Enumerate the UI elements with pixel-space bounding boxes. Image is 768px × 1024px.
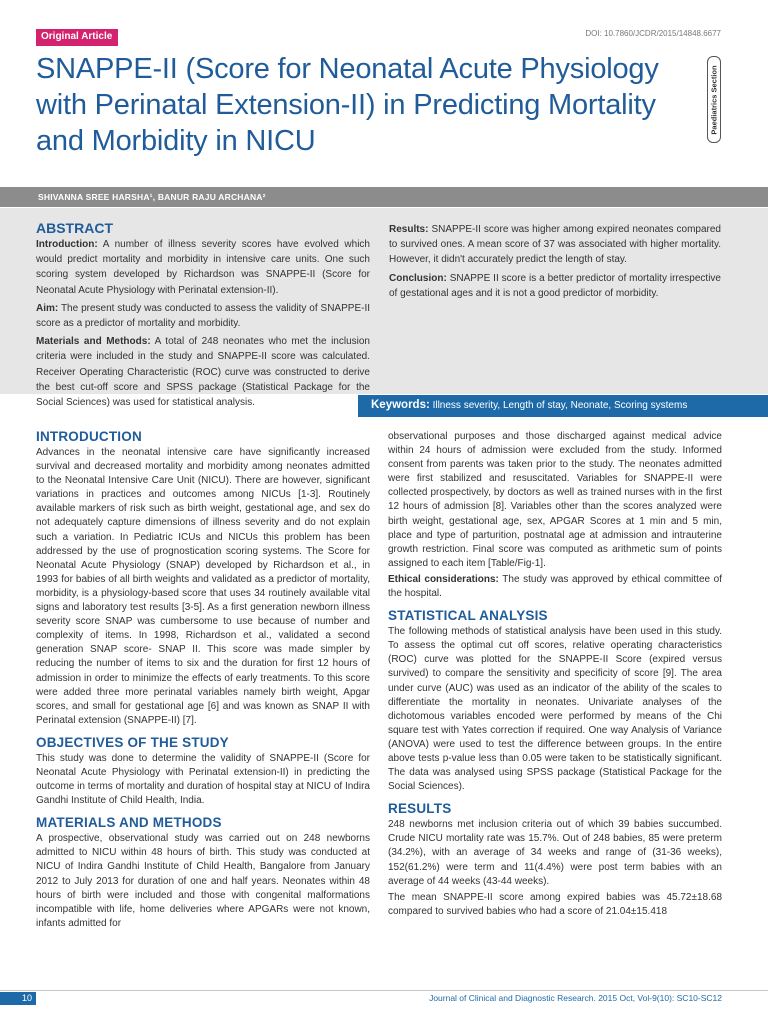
page-number: 10 <box>0 992 36 1005</box>
article-type-badge: Original Article <box>36 29 118 46</box>
abstract-right-column <box>389 222 721 304</box>
abstract-introduction-text: A number of illness severity scores have evolved which would predict mortality and morbidity in intensive care units. One such scoring system developed by Richardson was SNAPPE-II (Score for Neonatal Acute Physiology with Perinatal extension-II). <box>36 239 370 296</box>
abstract-aim-text: The present study was conducted to assess the validity of SNAPPE-II score as a predictor of mortality and morbidity. <box>36 302 370 330</box>
abstract-results-text: SNAPPE-II score was higher among expired neonates compared to survived ones. A mean score of 37 was associated with higher mortality. However, it didn't accurately predict the length of stay. <box>389 224 721 266</box>
abstract-left-column <box>36 220 370 413</box>
ethics-text: The study was approved by ethical committee of the hospital. <box>388 573 723 600</box>
abstract-conclusion-label: Conclusion: <box>389 272 447 284</box>
ethics-paragraph <box>388 573 722 601</box>
abstract-methods <box>36 334 370 410</box>
keywords-bar <box>358 395 768 417</box>
footer-divider <box>0 990 768 991</box>
section-tab <box>707 56 721 143</box>
abstract-heading: ABSTRACT <box>36 220 113 236</box>
introduction-text: Advances in the neonatal intensive care have significantly increased survival and decreased mortality and morbidity among neonates admitted to the Neonatal Intensive Care Unit (NICU). There are however, significant variations in practices and outcomes among NICUs [1-3]. Routinely available markers of risk such as birth weight, gestational age, and sex do not adequately capture dimensions of illness severity and do not explain such a variation. In Pediatric ICUs and NICUs this problem has been addressed by the use of prognostication scoring systems. The Score for Neonatal Acute Physiology (SNAP) developed by Richardson et al., in 1993 for babies of all birth weights and validated as a predictor of mortality, morbidity, is a physiology-based score that uses 34 routinely available vital signs and laboratory test results [3-5]. As a first generation newborn illness severity score SNAP was cumbersome to use because of number and complexity of items. In 1998, Richardson et al., validated a second generation SNAP score- SNAP II. This score was made simpler by reducing the number of items to six and the duration for first 12 hours of admission in order to minimize the effects of early treatments. To this score were added three more perinatal variables namely birth weight, Apgar scores, and small for gestational age [6] and was known as SNAP II with Perinatal extension (SNAPPE-II) [7]. <box>36 447 370 726</box>
authors-bar <box>0 187 768 207</box>
article-title: SNAPPE-II (Score for Neonatal Acute Physiology with Perinatal Extension-II) in Predicting Mortality and Morbidity in NICU <box>36 53 659 157</box>
objectives-heading: OBJECTIVES OF THE STUDY <box>36 734 229 750</box>
results-text-2: The mean SNAPPE-II score among expired babies was 45.72±18.68 compared to survived babies who had a score of 21.04±15.418 <box>388 891 722 917</box>
doi-text[interactable]: DOI: 10.7860/JCDR/2015/14848.6677 <box>585 29 721 38</box>
introduction-heading: INTRODUCTION <box>36 429 142 444</box>
abstract-introduction <box>36 237 370 298</box>
section-tab-label: Paediatrics Section <box>709 64 719 135</box>
keywords-text: Illness severity, Length of stay, Neonate, Scoring systems <box>429 400 688 411</box>
statistics-heading: STATISTICAL ANALYSIS <box>388 608 548 624</box>
materials-continued-text: observational purposes and those discharged against medical advice within 24 hours of admission were excluded from the study. Informed consent from parents was taken prior to the study. The neonates admitted were first stabilized and resuscitated. Variables for SNAPPE-II were collected prospectively, by doctors as well as trained nurses with in the first 12 hours of admission [8]. Variables other than the scores analyzed were birth weight, gestational age, sex, APGAR Scores at 1 min and 5 min, place and type of parturition, postnatal age at admission and intrauterine growth restriction. Final score was computed as arithmetic sum of points assigned to each item [Table/Fig-1]. <box>388 431 722 569</box>
abstract-aim <box>36 301 370 331</box>
abstract-conclusion-text: SNAPPE II score is a better predictor of mortality irrespective of gestational ages and it is not a good predictor of morbidity. <box>389 272 721 299</box>
statistics-text: The following methods of statistical analysis have been used in this study. To assess the optimal cut off scores, relative operating characteristics (ROC) curve was plotted for the SNAPPE-II Score (expired versus survived) to compare the sensitivity and specificity of score [9]. The area under curve (AUC) was used as an indicator of the ability of the scales to differentiate the mortality in neonates. Univariate analyses of the dichotomous variables encoded were performed by means of the Chi square test with Yates correction if required. One way Analysis of Variance (ANOVA) were used to test the difference between groups. In the entire above tests p-value less than 0.05 were taken to be statistically significant. The data was analysed using SPSS package (Statistical Package for the Social Sciences). <box>388 626 722 793</box>
materials-heading: MATERIALS AND METHODS <box>36 815 222 831</box>
abstract-methods-text: A total of 248 neonates who met the inclusion criteria were included in the study and SNAPPE-II score was calculated. Receiver Operating Characteristic (ROC) curve was constructed to derive the best cut-off score and SPSS package (Statistical Package for the Social Sciences) was used for statistical analysis. <box>36 336 370 409</box>
ethics-label: Ethical considerations: <box>388 573 499 585</box>
keywords-label: Keywords: <box>371 399 430 411</box>
objectives-text: This study was done to determine the validity of SNAPPE-II (Score for Neonatal Acute Physiology with Perinatal extension-II) in predicting the outcome in terms of mortality and duration of hospital stay at NICU of Indira Gandhi Institute of Child Health, India. <box>36 752 370 807</box>
body-left-column <box>36 428 370 931</box>
abstract-aim-label: Aim: <box>36 302 59 314</box>
abstract-methods-label: Materials and Methods: <box>36 336 151 348</box>
body-right-column <box>388 430 722 919</box>
abstract-introduction-label: Introduction: <box>36 239 98 250</box>
abstract-results-label: Results: <box>389 224 429 235</box>
abstract-conclusion <box>389 271 721 301</box>
keywords <box>371 399 687 411</box>
authors: SHIVANNA SREE HARSHA¹, BANUR RAJU ARCHANA² <box>38 192 266 202</box>
materials-text: A prospective, observational study was carried out on 248 newborns admitted to NICU within 48 hours of birth. This study was conducted at NICU of Indira Gandhi Institute of Child Health, Bangalore from January 2012 to July 2013 for duration of one and half years. Neonates within 48 hours of birth were included and those with congenital malformations incompatible with life, home deliveries where APGARs were not known, infants admitted for <box>36 833 370 929</box>
results-heading: RESULTS <box>388 801 452 817</box>
journal-citation: Journal of Clinical and Diagnostic Research. 2015 Oct, Vol-9(10): SC10-SC12 <box>429 993 722 1003</box>
results-text-1: 248 newborns met inclusion criteria out of which 39 babies succumbed. Crude NICU mortality rate was 15.7%. Out of 248 babies, 85 were preterm (34.2%), with an average of 34 weeks and range of (31-36 weeks), 152(61.2%) were term and 11(4.4%) were post term babies with an average of 44 weeks (43-44 weeks). <box>388 819 722 887</box>
abstract-results <box>389 222 721 268</box>
